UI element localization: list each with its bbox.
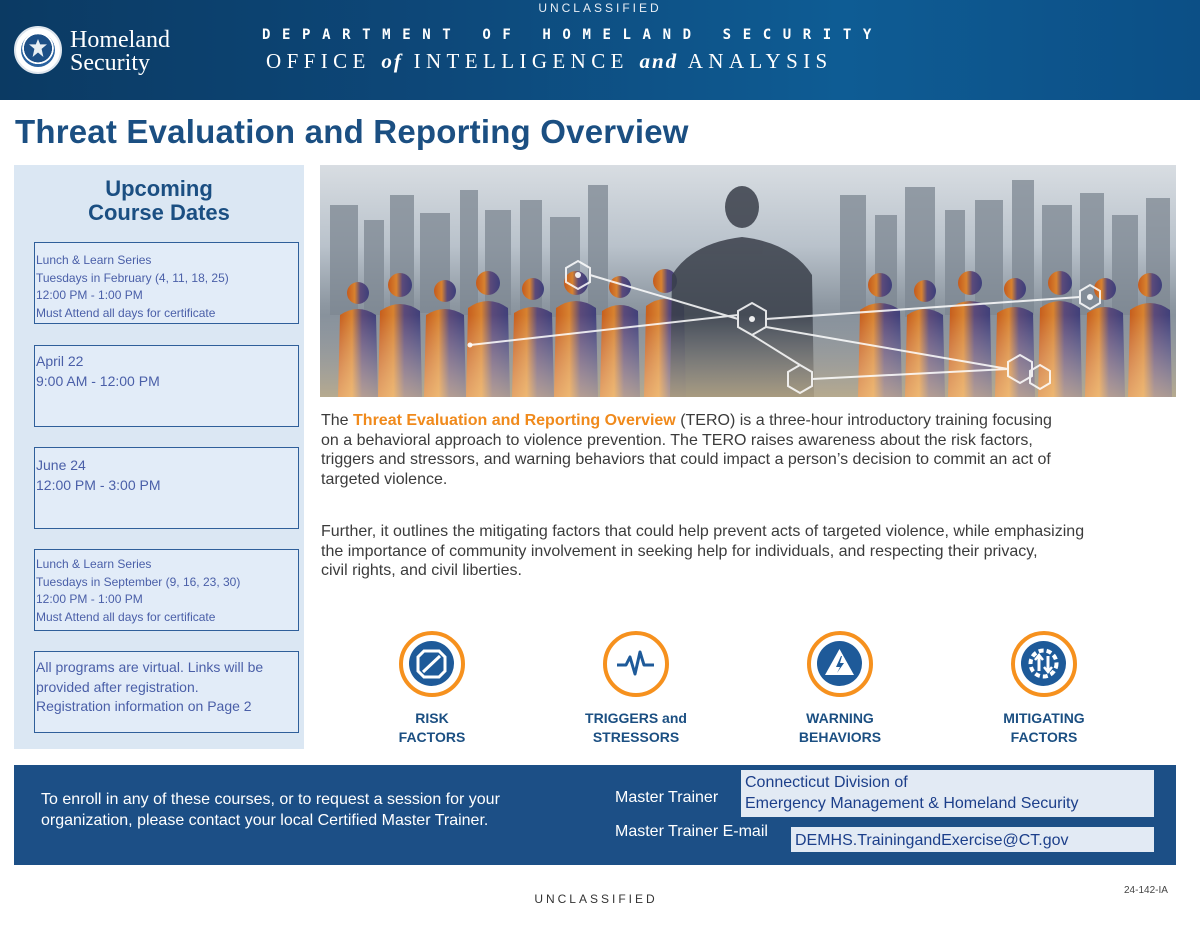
triggers-stressors-label: TRIGGERS and STRESSORS [585, 710, 687, 745]
mitigation-gear-icon [1011, 631, 1077, 697]
warning-triangle-icon [807, 631, 873, 697]
hero-image [320, 165, 1176, 397]
sidebar-title: Upcoming Course Dates [88, 176, 230, 225]
session-box-february: Lunch & Learn Series Tuesdays in February (4, 11, 18, 25) 12:00 PM - 1:00 PM Must Attend all days for certificate [34, 242, 299, 324]
document-code: 24-142-IA [1124, 885, 1168, 896]
session-box-june: June 24 12:00 PM - 3:00 PM [34, 447, 299, 529]
tero-highlight: Threat Evaluation and Reporting Overview [353, 412, 676, 429]
classification-top: UNCLASSIFIED [538, 1, 662, 15]
enroll-instructions: To enroll in any of these courses, or to request a session for your organization, please contact your local Certified Master Trainer. [41, 791, 500, 829]
city-silhouettes-illustration [320, 165, 1176, 397]
dhs-seal-icon [14, 26, 62, 74]
contact-band [14, 765, 1176, 865]
master-trainer-label: Master Trainer [615, 789, 719, 806]
session-box-september: Lunch & Learn Series Tuesdays in September (9, 16, 23, 30) 12:00 PM - 1:00 PM Must Attend all days for certificate [34, 549, 299, 631]
master-trainer-field[interactable]: Connecticut Division of Emergency Management & Homeland Security [741, 770, 1154, 817]
intro-paragraph: The Threat Evaluation and Reporting Overview (TERO) is a three-hour introductory training focusing on a behavioral approach to violence prevention. The TERO raises awareness about the risk factors, triggers and stressors, and warning behaviors that could impact a person’s decision to commit an act of targeted violence. [321, 412, 1052, 488]
page-title: Threat Evaluation and Reporting Overview [15, 113, 689, 150]
dhs-header-banner [0, 0, 1200, 100]
session-box-april: April 22 9:00 AM - 12:00 PM [34, 345, 299, 427]
prohibited-sign-icon [399, 631, 465, 697]
heartbeat-icon [603, 631, 669, 697]
warning-behaviors-label: WARNING BEHAVIORS [798, 710, 882, 745]
mitigation-paragraph: Further, it outlines the mitigating factors that could help prevent acts of targeted violence, while emphasizing the importance of community involvement in seeking help for individuals, and respecting their privacy, civil rights, and civil liberties. [321, 523, 1085, 579]
master-trainer-email-field[interactable]: DEMHS.TrainingandExercise@CT.gov [791, 827, 1154, 852]
homeland-security-wordmark: Homeland Security [70, 27, 170, 76]
department-name: DEPARTMENT OF HOMELAND SECURITY [262, 27, 883, 43]
classification-bottom: UNCLASSIFIED [534, 892, 658, 906]
office-name: OFFICE of INTELLIGENCE and ANALYSIS [266, 49, 833, 73]
registration-note-box: All programs are virtual. Links will be provided after registration. Registration information on Page 2 [34, 651, 299, 733]
risk-factors-label: RISK FACTORS [398, 710, 466, 745]
master-trainer-email-label: Master Trainer E-mail [615, 823, 768, 840]
upcoming-course-dates-panel [14, 165, 304, 749]
mitigating-factors-label: MITIGATING FACTORS [1003, 710, 1085, 745]
